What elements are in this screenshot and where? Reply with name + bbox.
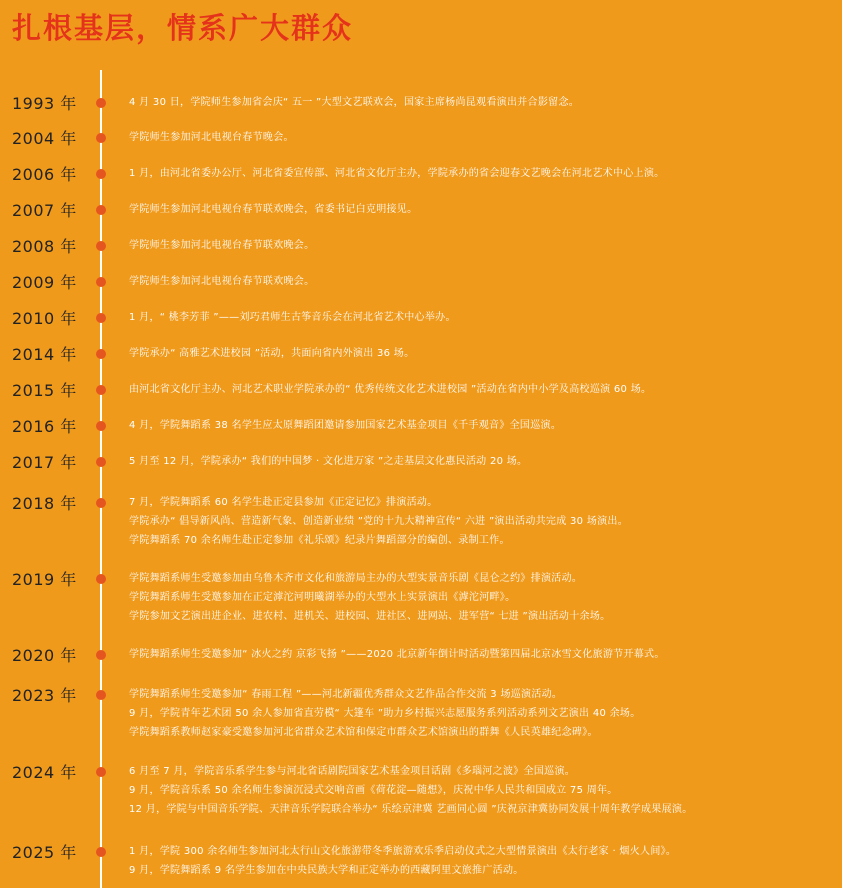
timeline-dot-icon	[96, 133, 106, 143]
event-line: 学院舞蹈系师生受邀参加“ 春雨工程 ”——河北新疆优秀群众文艺作品合作交流 3 场巡演活动。	[129, 689, 563, 700]
year-label: 2019 年	[12, 570, 77, 589]
timeline-dot-icon	[96, 690, 106, 700]
year-label: 2015 年	[12, 381, 77, 400]
event-line: 4 月，学院舞蹈系 38 名学生应太原舞蹈团邀请参加国家艺术基金项目《千手观音》全国巡演。	[129, 420, 562, 431]
event-line: 学院承办“ 高雅艺术进校园 ”活动，共面向省内外演出 36 场。	[129, 348, 415, 359]
event-line: 学院舞蹈系师生受邀参加由乌鲁木齐市文化和旅游局主办的大型实景音乐剧《昆仑之约》排演活动。	[129, 573, 583, 584]
year-label: 2020 年	[12, 646, 77, 665]
event-line: 12 月，学院与中国音乐学院、天津音乐学院联合举办“ 乐绘京津冀 艺画同心圆 ”庆祝京津冀协同发展十周年教学成果展演。	[129, 804, 693, 815]
event-line: 学院师生参加河北电视台春节联欢晚会，省委书记白克明接见。	[129, 204, 418, 215]
timeline-line	[100, 70, 102, 888]
event-description	[129, 493, 841, 550]
year-label: 2009 年	[12, 273, 77, 292]
year-label: 2014 年	[12, 345, 77, 364]
timeline-dot-icon	[96, 847, 106, 857]
year-label: 2008 年	[12, 237, 77, 256]
year-label: 2004 年	[12, 129, 77, 148]
year-label: 2024 年	[12, 763, 77, 782]
event-line: 5 月至 12 月，学院承办“ 我们的中国梦 · 文化进万家 ”之走基层文化惠民活动 20 场。	[129, 456, 528, 467]
event-line: 7 月，学院舞蹈系 60 名学生赴正定县参加《正定记忆》排演活动。	[129, 497, 438, 508]
event-description	[129, 842, 841, 880]
event-line: 学院承办“ 倡导新风尚、营造新气象、创造新业绩 ”党的十九大精神宣传“ 六进 ”演出活动共完成 30 场演出。	[129, 516, 629, 527]
event-line: 学院参加文艺演出进企业、进农村、进机关、进校园、进社区、进网站、进军营“ 七进 ”演出活动十余场。	[129, 611, 611, 622]
event-description	[129, 452, 841, 471]
timeline-dot-icon	[96, 574, 106, 584]
event-line: 学院师生参加河北电视台春节联欢晚会。	[129, 276, 315, 287]
timeline-dot-icon	[96, 349, 106, 359]
event-line: 4 月 30 日，学院师生参加省会庆“ 五一 ”大型文艺联欢会，国家主席杨尚昆观看演出并合影留念。	[129, 97, 580, 108]
year-label: 1993 年	[12, 94, 77, 113]
event-description	[129, 236, 841, 255]
event-line: 9 月，学院音乐系 50 余名师生参演沉浸式交响音画《荷花淀—随想》，庆祝中华人民共和国成立 75 周年。	[129, 785, 618, 796]
event-line: 学院师生参加河北电视台春节联欢晚会。	[129, 240, 315, 251]
year-label: 2023 年	[12, 686, 77, 705]
event-line: 学院舞蹈系师生受邀参加“ 冰火之约 京彩飞扬 ”——2020 北京新年倒计时活动暨第四届北京冰雪文化旅游节开幕式。	[129, 649, 665, 660]
timeline-dot-icon	[96, 385, 106, 395]
timeline-dot-icon	[96, 767, 106, 777]
year-label: 2017 年	[12, 453, 77, 472]
timeline-dot-icon	[96, 169, 106, 179]
timeline-dot-icon	[96, 421, 106, 431]
year-label: 2016 年	[12, 417, 77, 436]
timeline-dot-icon	[96, 313, 106, 323]
event-description	[129, 128, 841, 147]
event-line: 学院舞蹈系师生受邀参加在正定滹沱河明曦湖举办的大型水上实景演出《滹沱河畔》。	[129, 592, 516, 603]
timeline-dot-icon	[96, 457, 106, 467]
event-description	[129, 200, 841, 219]
event-line: 6 月至 7 月，学院音乐系学生参与河北省话剧院国家艺术基金项目话剧《多瑙河之波》全国巡演。	[129, 766, 576, 777]
event-line: 学院师生参加河北电视台春节晚会。	[129, 132, 294, 143]
event-line: 由河北省文化厅主办、河北艺术职业学院承办的“ 优秀传统文化艺术进校园 ”活动在省内中小学及高校巡演 60 场。	[129, 384, 652, 395]
event-description	[129, 569, 841, 626]
timeline-dot-icon	[96, 205, 106, 215]
event-description	[129, 380, 841, 399]
year-label: 2018 年	[12, 494, 77, 513]
event-description	[129, 645, 841, 664]
year-label: 2025 年	[12, 843, 77, 862]
event-description	[129, 344, 841, 363]
event-line: 学院舞蹈系教师赵家豪受邀参加河北省群众艺术馆和保定市群众艺术馆演出的群舞《人民英雄纪念碑》。	[129, 727, 598, 738]
event-description	[129, 164, 841, 183]
event-line: 9 月，学院青年艺术团 50 余人参加省直劳模“ 大篷车 ”助力乡村振兴志愿服务系列活动系列文艺演出 40 余场。	[129, 708, 641, 719]
event-line: 1 月，学院 300 余名师生参加河北太行山文化旅游带冬季旅游欢乐季启动仪式之大型情景演出《太行老家 · 烟火人间》。	[129, 846, 677, 857]
timeline-dot-icon	[96, 241, 106, 251]
timeline-dot-icon	[96, 498, 106, 508]
event-description	[129, 272, 841, 291]
timeline-dot-icon	[96, 277, 106, 287]
year-label: 2007 年	[12, 201, 77, 220]
event-description	[129, 416, 841, 435]
timeline-dot-icon	[96, 98, 106, 108]
timeline-dot-icon	[96, 650, 106, 660]
event-description	[129, 308, 841, 327]
event-description	[129, 762, 841, 819]
event-description	[129, 685, 841, 742]
event-line: 1 月，“ 桃李芳菲 ”——刘巧君师生古筝音乐会在河北省艺术中心举办。	[129, 312, 456, 323]
page-title: 扎根基层，情系广大群众	[12, 11, 354, 45]
year-label: 2010 年	[12, 309, 77, 328]
event-line: 1 月，由河北省委办公厅、河北省委宣传部、河北省文化厅主办，学院承办的省会迎春文艺晚会在河北艺术中心上演。	[129, 168, 665, 179]
event-description	[129, 93, 841, 112]
event-line: 学院舞蹈系 70 余名师生赴正定参加《礼乐颂》纪录片舞蹈部分的编创、录制工作。	[129, 535, 510, 546]
year-label: 2006 年	[12, 165, 77, 184]
event-line: 9 月，学院舞蹈系 9 名学生参加在中央民族大学和正定举办的西藏阿里文旅推广活动。	[129, 865, 524, 876]
